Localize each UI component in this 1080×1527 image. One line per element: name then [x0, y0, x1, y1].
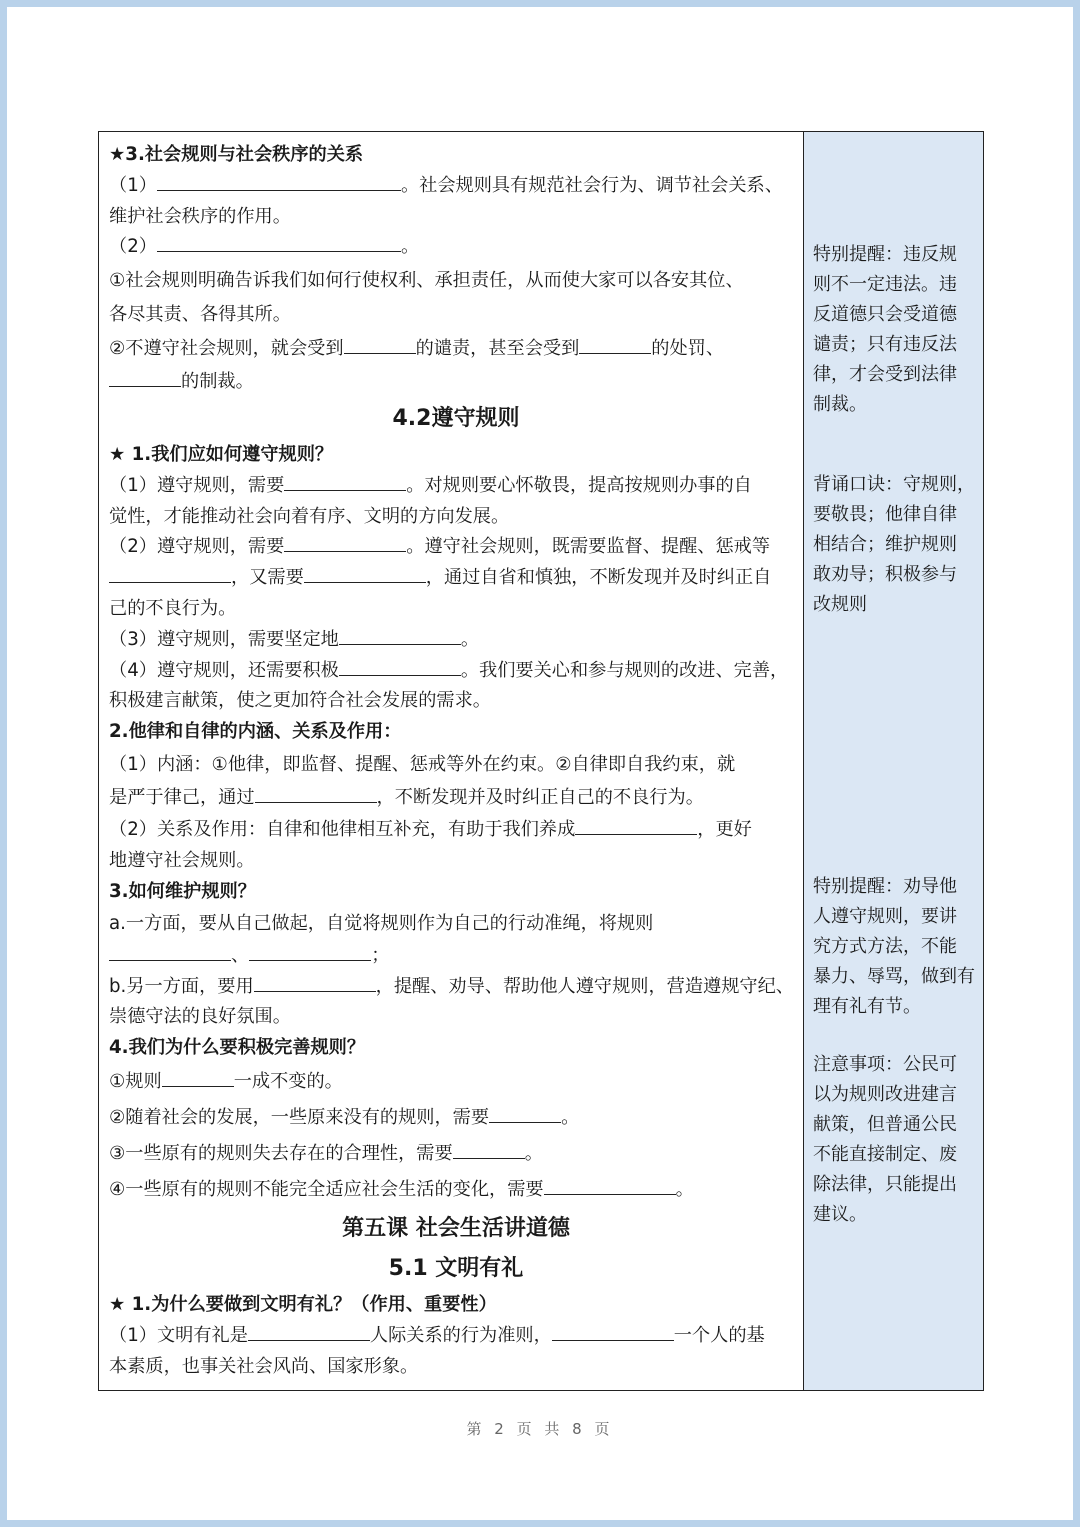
line: ，又需要 ，通过自省和慎独，不断发现并及时纠正自 — [109, 563, 803, 594]
fill-blank[interactable] — [579, 334, 651, 354]
line: （2）关系及作用：自律和他律相互补充，有助于我们养成 ，更好 — [109, 814, 803, 846]
fill-blank[interactable] — [157, 232, 401, 252]
fill-blank[interactable] — [248, 1321, 370, 1341]
note-reminder-1: 特别提醒：违反规 则不一定违法。违 反道德只会受道德 谴责；只有违反法 律，才会受到法律 制裁。 — [813, 244, 957, 415]
line: （1） 。社会规则具有规范社会行为、调节社会关系、 — [109, 171, 803, 202]
line: a.一方面，要从自己做起，自觉将规则作为自己的行动准绳，将规则 — [109, 912, 654, 934]
question-heading: 2.他律和自律的内涵、关系及作用： — [109, 721, 402, 743]
line: （1）文明有礼是 人际关系的行为准则， 一个人的基 — [109, 1321, 803, 1352]
line: 、 ； — [109, 940, 803, 972]
line: 是严于律己，通过 ，不断发现并及时纠正自己的不良行为。 — [109, 782, 803, 814]
fill-blank[interactable] — [109, 563, 231, 583]
line: 觉性，才能推动社会向着有序、文明的方向发展。 — [109, 505, 510, 527]
line: （1）内涵：①他律，即监督、提醒、惩戒等外在约束。②自律即自我约束，就 — [109, 753, 736, 775]
question-heading: ★ 1.为什么要做到文明有礼？（作用、重要性） — [109, 1293, 497, 1315]
section-title-5-1: 5.1 文明有礼 — [388, 1255, 524, 1281]
line: （1）遵守规则，需要 。对规则要心怀敬畏，提高按规则办事的自 — [109, 471, 803, 502]
line: ②不遵守社会规则，就会受到 的谴责，甚至会受到 的处罚、 — [109, 331, 803, 367]
line: ③一些原有的规则失去存在的合理性，需要 。 — [109, 1136, 803, 1172]
line: 崇德守法的良好氛围。 — [109, 1006, 291, 1028]
fill-blank[interactable] — [254, 972, 376, 992]
fill-blank[interactable] — [339, 656, 461, 676]
worksheet-table — [98, 131, 984, 1391]
fill-blank[interactable] — [284, 471, 406, 491]
question-heading: 3.如何维护规则？ — [109, 880, 256, 902]
fill-blank[interactable] — [255, 783, 377, 803]
fill-blank[interactable] — [109, 367, 181, 387]
line: 各尽其责、各得其所。 — [109, 304, 291, 326]
line: ②随着社会的发展，一些原来没有的规则，需要 。 — [109, 1100, 803, 1136]
line: ①规则 一成不变的。 — [109, 1064, 803, 1100]
fill-blank[interactable] — [249, 941, 371, 961]
fill-blank[interactable] — [575, 815, 697, 835]
fill-blank[interactable] — [453, 1139, 525, 1159]
line: 的制裁。 — [109, 367, 803, 398]
heading-social-rules-order: ★3.社会规则与社会秩序的关系 — [109, 144, 364, 165]
fill-blank[interactable] — [157, 171, 401, 191]
note-mnemonic: 背诵口诀：守规则， 要敬畏；他律自律 相结合；维护规则 敢劝导；积极参与 改规则 — [813, 474, 975, 615]
line: ①社会规则明确告诉我们如何行使权利、承担责任，从而使大家可以各安其位、 — [109, 270, 744, 292]
section-title-4-2: 4.2遵守规则 — [392, 405, 520, 431]
line: 本素质，也事关社会风尚、国家形象。 — [109, 1355, 419, 1377]
line: （2）遵守规则，需要 。遵守社会规则，既需要监督、提醒、惩戒等 — [109, 532, 803, 563]
line: （4）遵守规则，还需要积极 。我们要关心和参与规则的改进、完善， — [109, 656, 803, 687]
line: b.另一方面，要用 ，提醒、劝导、帮助他人遵守规则，营造遵规守纪、 — [109, 972, 803, 1003]
fill-blank[interactable] — [109, 941, 231, 961]
fill-blank[interactable] — [489, 1103, 561, 1123]
fill-blank[interactable] — [552, 1321, 674, 1341]
line: （3）遵守规则，需要坚定地 。 — [109, 625, 803, 656]
question-heading: 4.我们为什么要积极完善规则？ — [109, 1037, 366, 1059]
page-number: 第 2 页 共 8 页 — [466, 1420, 614, 1438]
side-notes-column — [803, 132, 983, 1390]
line: 地遵守社会规则。 — [109, 849, 255, 871]
line: 积极建言献策，使之更加符合社会发展的需求。 — [109, 690, 491, 712]
fill-blank[interactable] — [344, 334, 416, 354]
line: ④一些原有的规则不能完全适应社会生活的变化，需要 。 — [109, 1172, 803, 1208]
note-reminder-2: 特别提醒：劝导他 人遵守规则，要讲 究方式方法，不能 暴力、辱骂，做到有 理有礼有节。 — [813, 876, 975, 1017]
fill-blank[interactable] — [544, 1175, 676, 1195]
question-heading: ★ 1.我们应如何遵守规则？ — [109, 443, 334, 465]
line: 己的不良行为。 — [109, 597, 237, 619]
fill-blank[interactable] — [284, 532, 406, 552]
fill-blank[interactable] — [304, 563, 426, 583]
main-content — [99, 132, 803, 1390]
fill-blank[interactable] — [162, 1067, 234, 1087]
fill-blank[interactable] — [339, 625, 461, 645]
line: （2） 。 — [109, 232, 803, 263]
note-attention: 注意事项：公民可 以为规则改进建言 献策，但普通公民 不能直接制定、废 除法律，只能提出 建议。 — [813, 1054, 957, 1225]
line: 维护社会秩序的作用。 — [109, 205, 291, 227]
lesson-title: 第五课 社会生活讲道德 — [342, 1215, 570, 1241]
